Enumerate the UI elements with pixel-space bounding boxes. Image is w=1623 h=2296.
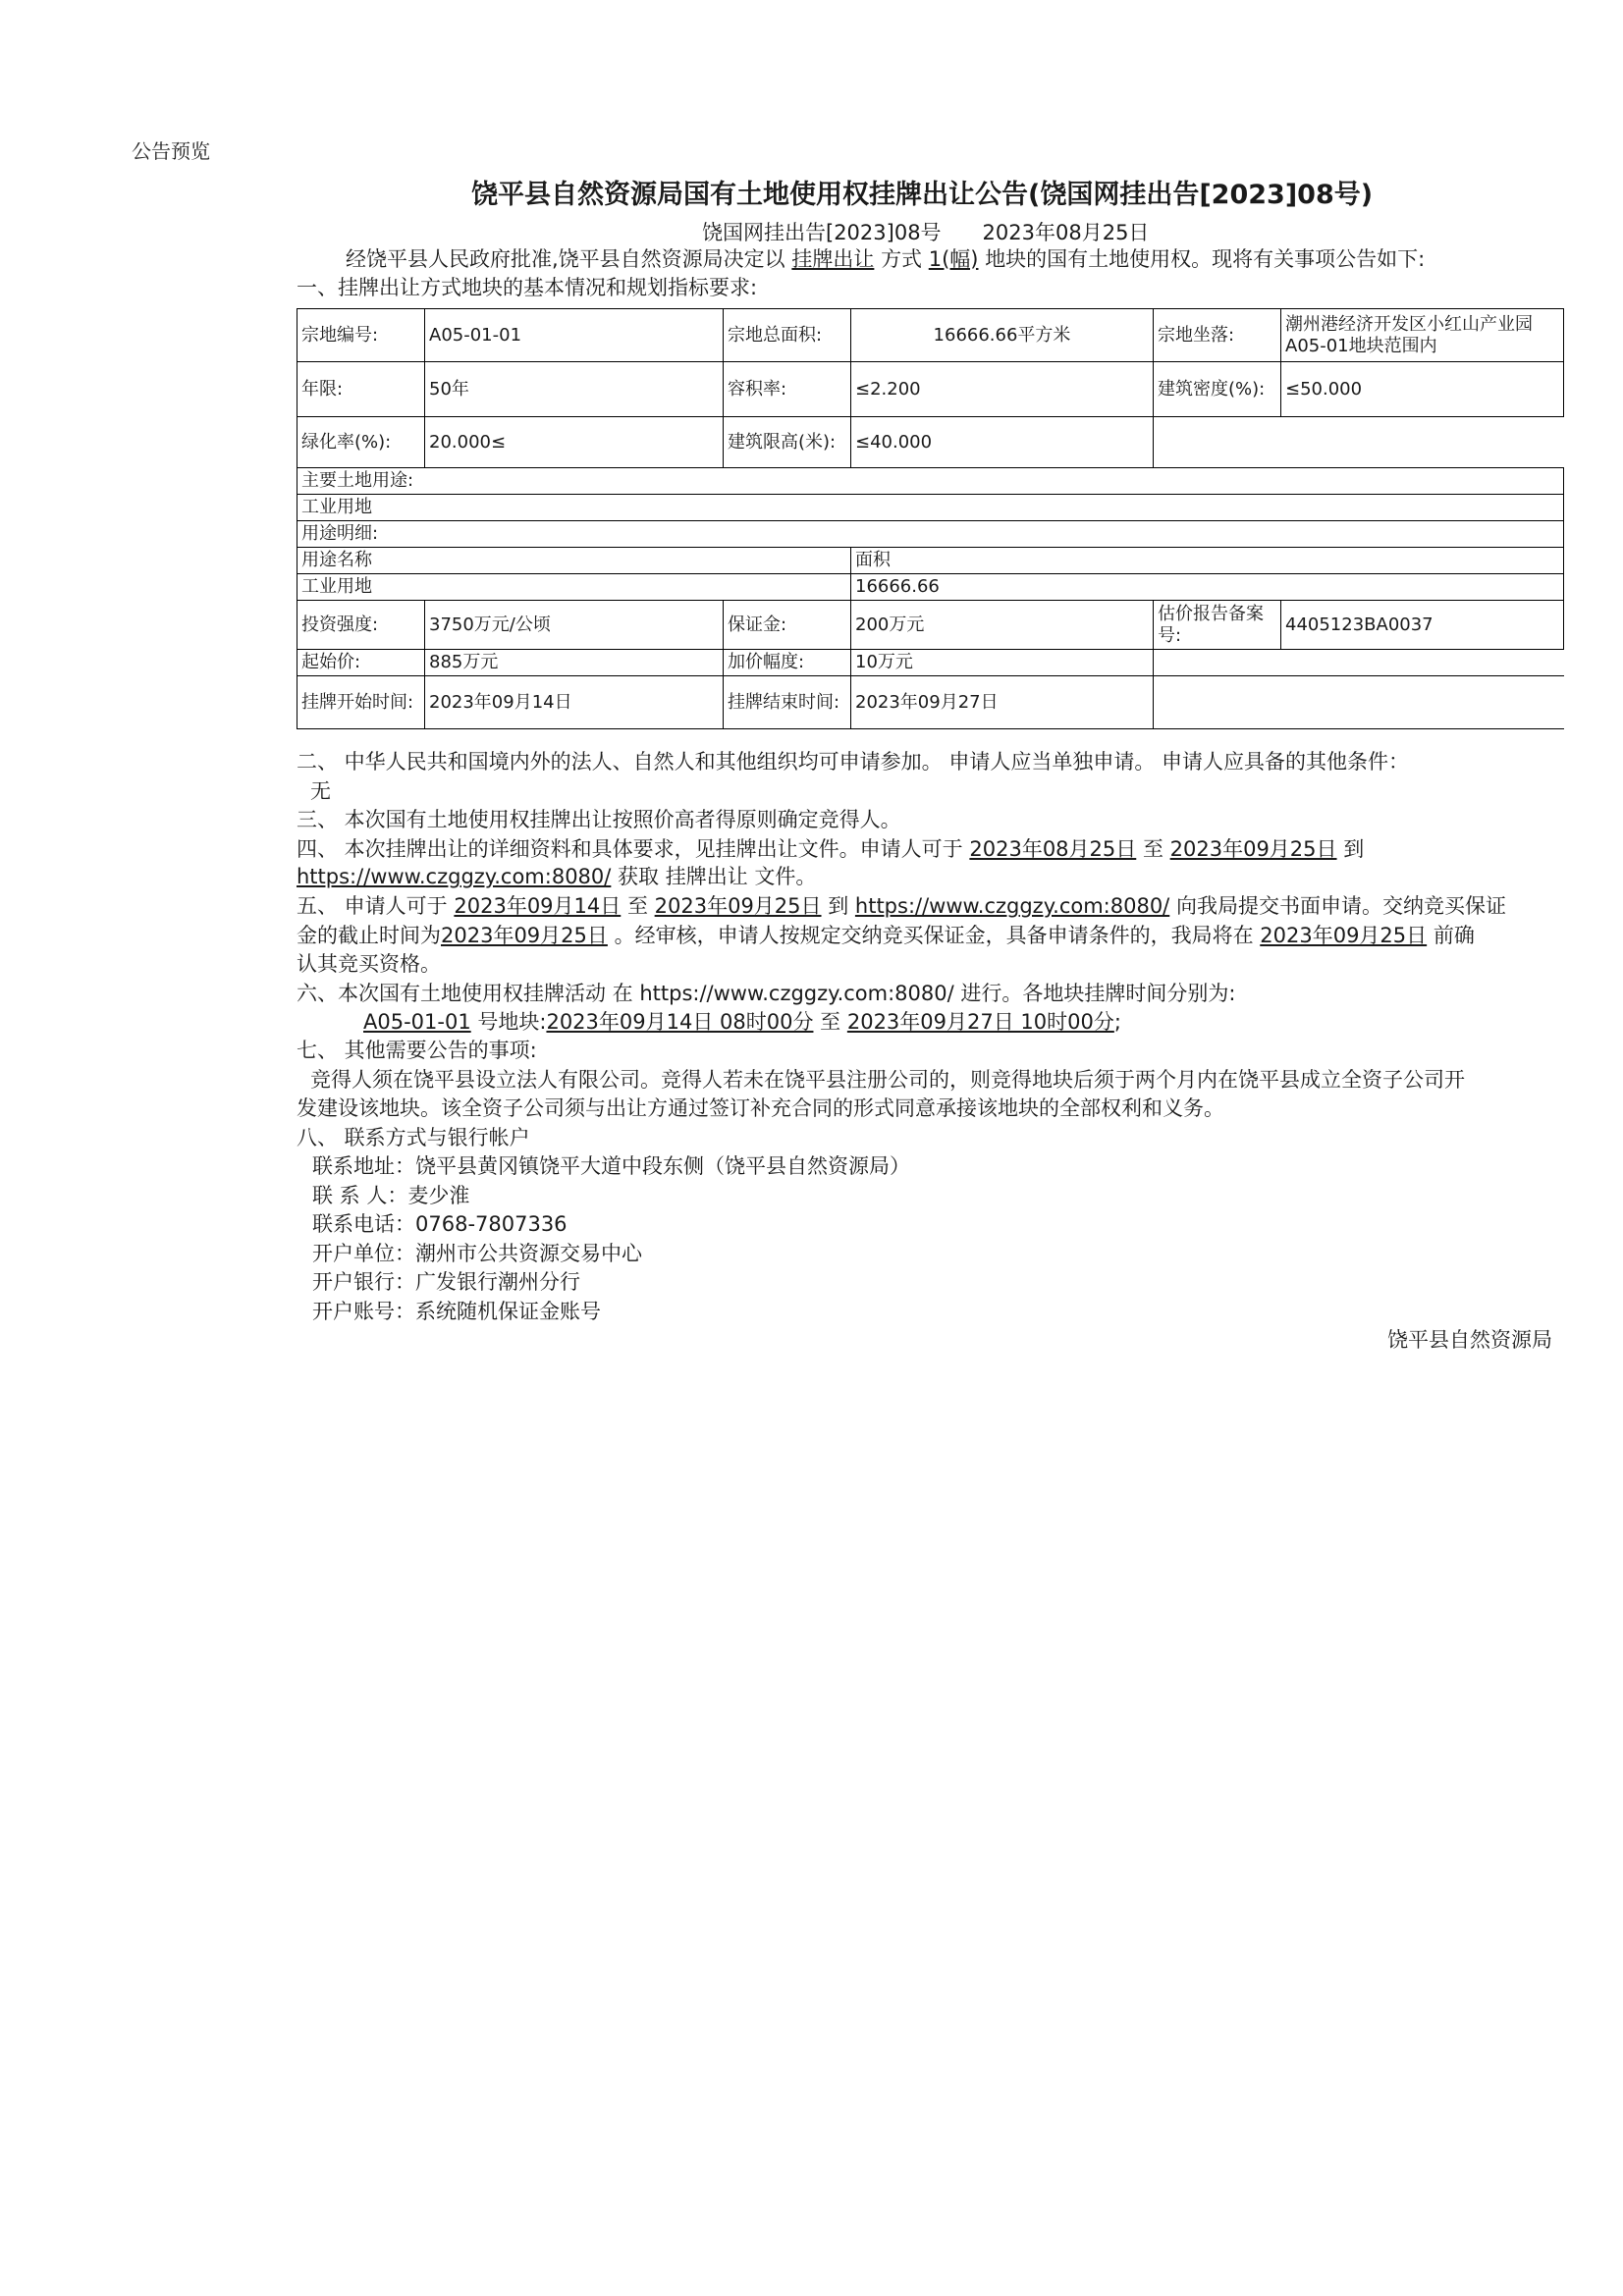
cell-value: 16666.66 — [851, 574, 1564, 601]
section5-text: 至 — [626, 894, 648, 918]
cell-value: 10万元 — [851, 650, 1154, 676]
table-row — [298, 468, 1564, 495]
intro-method: 挂牌出让 — [791, 247, 875, 271]
cell-label: 宗地坐落: — [1154, 309, 1281, 362]
section3-text: 三、 本次国有土地使用权挂牌出让按照价高者得原则确定竞得人。 — [297, 808, 901, 831]
preview-label: 公告预览 — [132, 139, 210, 163]
account-unit: 开户单位：潮州市公共资源交易中心 — [312, 1242, 642, 1265]
intro-count: 1(幅) — [928, 247, 979, 271]
section7-line2: 发建设该地块。该全资子公司须与出让方通过签订补充合同的形式同意承接该地块的全部权利和义务。 — [297, 1096, 1224, 1120]
cell-value: 16666.66平方米 — [851, 309, 1154, 362]
section5-line1 — [297, 890, 1506, 920]
section4-text: 到 — [1343, 837, 1365, 861]
section5-date-end: 2023年09月25日 — [654, 894, 822, 918]
section6-text: ; — [1113, 1010, 1121, 1034]
section5-text: 。经审核，申请人按规定交纳竞买保证金，具备申请条件的，我局将在 — [614, 924, 1254, 947]
cell-empty — [1281, 650, 1564, 676]
section4-date-end: 2023年09月25日 — [1169, 837, 1337, 861]
account-number: 开户账号：系统随机保证金账号 — [312, 1300, 601, 1323]
table-row — [298, 650, 1564, 676]
section4-text: 至 — [1142, 837, 1163, 861]
section2-value: 无 — [310, 779, 331, 803]
section6-line1: 六、本次国有土地使用权挂牌活动 在 https://www.czggzy.com:8080/ 进行。各地块挂牌时间分别为: — [297, 982, 1236, 1005]
cell-label: 加价幅度: — [724, 650, 851, 676]
section7-line1: 竞得人须在饶平县设立法人有限公司。竞得人若未在饶平县注册公司的，则竞得地块后须于两个月内在饶平县成立全资子公司开 — [310, 1068, 1465, 1092]
table-row — [298, 521, 1564, 548]
cell-header: 面积 — [851, 548, 1564, 574]
table-row — [298, 574, 1564, 601]
section5-text: 到 — [828, 894, 849, 918]
section5-text: 五、 申请人可于 — [297, 894, 448, 918]
section5-text: 向我局提交书面申请。交纳竞买保证 — [1175, 894, 1506, 918]
section8-heading: 八、 联系方式与银行帐户 — [297, 1126, 530, 1149]
cell-value: ≤50.000 — [1281, 362, 1564, 417]
section6-text: 号地块: — [477, 1010, 547, 1034]
section5-text: 金的截止时间为 — [297, 924, 441, 947]
section5-text: 前确 — [1433, 924, 1475, 947]
cell-empty — [1281, 676, 1564, 729]
intro-paragraph — [346, 243, 1425, 273]
cell-value: 200万元 — [851, 601, 1154, 650]
cell-value: 2023年09月14日 — [425, 676, 724, 729]
section7-heading: 七、 其他需要公告的事项: — [297, 1039, 537, 1062]
cell-empty — [1154, 650, 1281, 676]
cell-value: 885万元 — [425, 650, 724, 676]
cell-value: 50年 — [425, 362, 724, 417]
section5-line2 — [297, 920, 1475, 949]
cell-label: 投资强度: — [298, 601, 425, 650]
section4-date-start: 2023年08月25日 — [969, 837, 1137, 861]
section6-start-time: 2023年09月14日 08时00分 — [546, 1010, 814, 1034]
section6-text: 至 — [820, 1010, 841, 1034]
cell-label: 估价报告备案号: — [1154, 601, 1281, 650]
cell-label: 年限: — [298, 362, 425, 417]
section5-url-link[interactable]: https://www.czggzy.com:8080/ — [854, 894, 1170, 918]
contact-person: 联 系 人：麦少淮 — [312, 1184, 470, 1207]
cell-empty — [1281, 417, 1564, 468]
table-row — [298, 676, 1564, 729]
table-row — [298, 548, 1564, 574]
cell-label: 保证金: — [724, 601, 851, 650]
cell-label: 宗地编号: — [298, 309, 425, 362]
table-row — [298, 362, 1564, 417]
cell-header: 用途名称 — [298, 548, 851, 574]
cell-empty — [1154, 676, 1281, 729]
cell-value: A05-01-01 — [425, 309, 724, 362]
cell-value: 2023年09月27日 — [851, 676, 1154, 729]
cell-value: 工业用地 — [298, 574, 851, 601]
section4-text: 获取 挂牌出让 文件。 — [618, 865, 817, 888]
cell-value: 4405123BA0037 — [1281, 601, 1564, 650]
signature: 饶平县自然资源局 — [1387, 1328, 1552, 1352]
section5-line3: 认其竞买资格。 — [297, 952, 441, 976]
notice-subtitle: 饶国网挂出告[2023]08号 2023年08月25日 — [702, 221, 1150, 244]
notice-title: 饶平县自然资源局国有土地使用权挂牌出让公告(饶国网挂出告[2023]08号) — [471, 180, 1374, 210]
section5-date-start: 2023年09月14日 — [454, 894, 622, 918]
section5-qualification-date: 2023年09月25日 — [1260, 924, 1428, 947]
table-row — [298, 495, 1564, 521]
cell-value: ≤40.000 — [851, 417, 1154, 468]
intro-text: 方式 — [881, 247, 923, 271]
cell-label: 起始价: — [298, 650, 425, 676]
cell-empty — [1154, 417, 1281, 468]
intro-text: 经饶平县人民政府批准,饶平县自然资源局决定以 — [346, 247, 785, 271]
account-bank: 开户银行：广发银行潮州分行 — [312, 1270, 580, 1294]
section4-url-link[interactable]: https://www.czggzy.com:8080/ — [297, 865, 612, 888]
cell-value: ≤2.200 — [851, 362, 1154, 417]
cell-label: 建筑密度(%): — [1154, 362, 1281, 417]
cell-label: 挂牌结束时间: — [724, 676, 851, 729]
contact-phone: 联系电话：0768-7807336 — [312, 1212, 568, 1236]
cell-label: 主要土地用途: — [298, 468, 1564, 495]
section4-line1 — [297, 833, 1364, 863]
cell-value: 20.000≤ — [425, 417, 724, 468]
section6-line2 — [363, 1006, 1121, 1036]
contact-address: 联系地址：饶平县黄冈镇饶平大道中段东侧（饶平县自然资源局） — [312, 1154, 910, 1178]
section4-text: 四、 本次挂牌出让的详细资料和具体要求，见挂牌出让文件。申请人可于 — [297, 837, 963, 861]
cell-value: 工业用地 — [298, 495, 1564, 521]
cell-value: 潮州港经济开发区小红山产业园A05-01地块范围内 — [1281, 309, 1564, 362]
land-info-table — [297, 308, 1564, 729]
cell-label: 容积率: — [724, 362, 851, 417]
section2-text: 二、 中华人民共和国境内外的法人、自然人和其他组织均可申请参加。 申请人应当单独申请。 申请人应具备的其他条件： — [297, 750, 1410, 774]
cell-label: 用途明细: — [298, 521, 1564, 548]
table-row — [298, 601, 1564, 650]
cell-value: 3750万元/公顷 — [425, 601, 724, 650]
table-row — [298, 417, 1564, 468]
cell-label: 挂牌开始时间: — [298, 676, 425, 729]
section6-end-time: 2023年09月27日 10时00分 — [846, 1010, 1114, 1034]
section1-heading: 一、挂牌出让方式地块的基本情况和规划指标要求: — [297, 276, 758, 299]
intro-text: 地块的国有土地使用权。现将有关事项公告如下: — [985, 247, 1426, 271]
section5-deposit-deadline: 2023年09月25日 — [441, 924, 608, 947]
cell-label: 宗地总面积: — [724, 309, 851, 362]
cell-label: 绿化率(%): — [298, 417, 425, 468]
section4-line2 — [297, 861, 816, 890]
section6-parcel-no: A05-01-01 — [363, 1010, 471, 1034]
cell-label: 建筑限高(米): — [724, 417, 851, 468]
table-row — [298, 309, 1564, 362]
